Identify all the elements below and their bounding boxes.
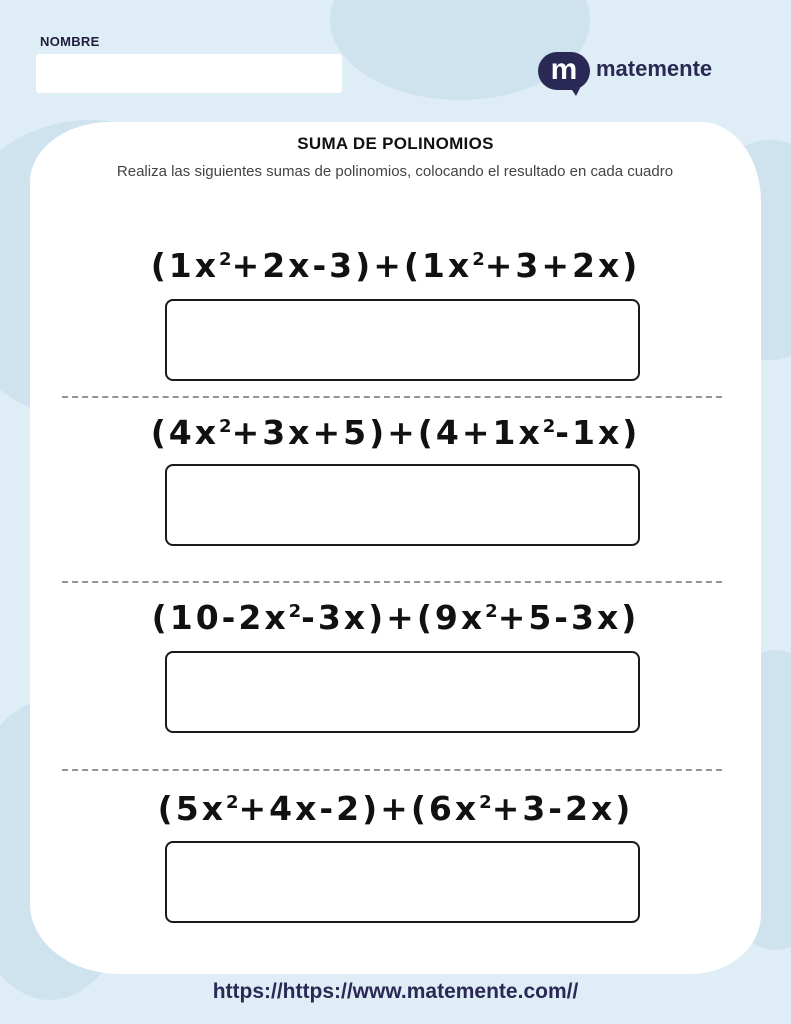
answer-box-1[interactable] (165, 299, 640, 381)
answer-box-2[interactable] (165, 464, 640, 546)
name-label: NOMBRE (40, 34, 100, 49)
expr-part: (1x (150, 246, 220, 285)
expr-exponent: 2 (226, 792, 239, 813)
footer-url: https://https://www.matemente.com// (212, 980, 579, 1003)
expr-part: -3x)+(9x (301, 598, 486, 637)
name-field[interactable] (36, 54, 342, 93)
expr-exponent: 2 (219, 416, 232, 437)
expr-exponent: 2 (472, 249, 485, 270)
expr-exponent: 2 (288, 601, 302, 622)
expr-exponent: 2 (479, 792, 492, 813)
logo-letter: m (550, 53, 578, 86)
expr-part: (5x (157, 789, 226, 828)
expr-part: -1x) (555, 413, 641, 452)
expr-part: +4x-2)+(6x (238, 789, 480, 828)
exercise-expression-4 (0, 789, 791, 828)
expr-part: +3x+5)+(4+1x (231, 413, 543, 452)
expr-exponent: 2 (219, 249, 232, 270)
worksheet-title: SUMA DE POLINOMIOS (297, 134, 494, 153)
answer-box-4[interactable] (165, 841, 640, 923)
expr-part: +5-3x) (497, 598, 640, 637)
expr-part: (10-2x (151, 598, 289, 637)
logo (538, 52, 748, 98)
exercise-expression-3 (0, 598, 791, 637)
dashed-divider (62, 581, 722, 583)
answer-box-3[interactable] (165, 651, 640, 733)
logo-text: matemente (596, 56, 713, 81)
expr-part: +3+2x) (484, 246, 641, 285)
expr-exponent: 2 (485, 601, 498, 622)
dashed-divider (62, 396, 722, 398)
worksheet-instructions: Realiza las siguientes sumas de polinomios, colocando el resultado en cada cuadro (116, 163, 674, 180)
expr-part: +3-2x) (491, 789, 634, 828)
exercise-expression-1 (0, 246, 791, 285)
expr-exponent: 2 (542, 416, 556, 437)
expr-part: +2x-3)+(1x (231, 246, 473, 285)
expr-part: (4x (150, 413, 220, 452)
dashed-divider (62, 769, 722, 771)
exercise-expression-2 (0, 413, 791, 452)
